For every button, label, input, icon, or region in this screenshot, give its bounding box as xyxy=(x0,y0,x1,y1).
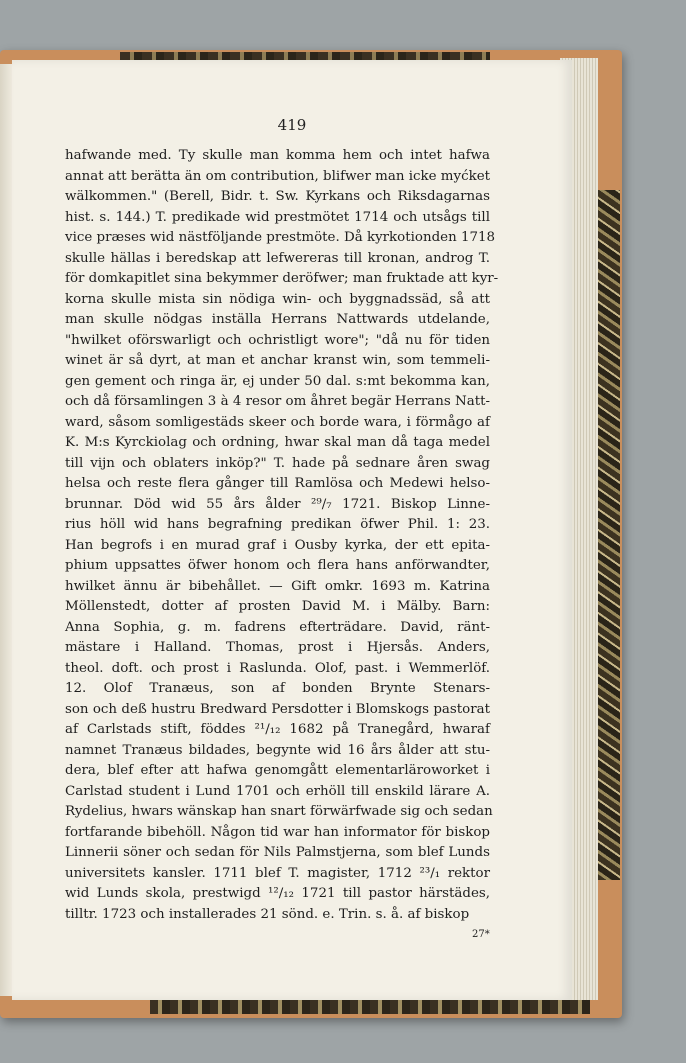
text-line: namnet Tranæus bildades, begynte wid 16 års ålder att stu- xyxy=(65,742,490,758)
text-line: till vijn och oblaters inköp?" T. hade på sednare åren swag xyxy=(65,455,490,471)
text-line: wid Lunds skola, prestwigd ¹²/₁₂ 1721 till pastor härstädes, xyxy=(65,886,490,901)
text-line: K. M:s Kyrckiolag och ordning, hwar skal man då taga medel xyxy=(65,435,490,450)
text-line: Linnerii söner och sedan för Nils Palmstjerna, som blef Lunds xyxy=(65,845,490,860)
page-number: 419 xyxy=(277,116,307,134)
text-line: annat att berätta än om contribution, blifwer man icke myćket xyxy=(65,168,490,184)
marbled-cover-right xyxy=(596,190,620,880)
text-line: winet är så dyrt, at man et anchar kranst win, som temmeli- xyxy=(65,353,490,368)
text-line: vice præses wid nästföljande prestmöte. Då kyrkotionden 1718 xyxy=(65,230,496,245)
text-line: Rydelius, hwars wänskap han snart förwärfwade sig och sedan xyxy=(65,804,493,819)
text-line: korna skulle mista sin nödiga win- och byggnadssäd, så att xyxy=(65,291,490,307)
text-line: gen gement och ringa är, ej under 50 dal. s:mt bekomma kan, xyxy=(65,373,490,389)
text-line: universitets kansler. 1711 blef T. magister, 1712 ²³/₁ rektor xyxy=(65,865,490,881)
text-line: wälkommen." (Berell, Bidr. t. Sw. Kyrkans och Riksdagarnas xyxy=(65,189,490,204)
text-line: son och deß hustru Bredward Persdotter i Blomskogs pastorat xyxy=(65,701,490,717)
text-line: fortfarande bibehöll. Någon tid war han informator för biskop xyxy=(65,824,490,840)
text-line: tilltr. 1723 och installerades 21 sönd. e. Trin. s. å. af biskop xyxy=(65,906,470,922)
text-line: 12. Olof Tranæus, son af bonden Brynte Stenars- xyxy=(65,681,490,696)
text-line: phium uppsattes öfwer honom och flera hans anförwandter, xyxy=(65,558,490,573)
text-line: skulle hällas i beredskap att lefwereras till kronan, androg T. xyxy=(65,250,490,266)
text-line: Möllenstedt, dotter af prosten David M. i Mälby. Barn: xyxy=(65,599,490,614)
book-page xyxy=(12,60,572,1000)
page-text xyxy=(65,146,499,925)
text-line: brunnar. Död wid 55 års ålder ²⁹/₇ 1721. Biskop Linne- xyxy=(65,496,490,512)
text-line: och då församlingen 3 à 4 resor om åhret begär Herrans Natt- xyxy=(65,394,490,409)
text-line: theol. doft. och prost i Raslunda. Olof, past. i Wemmerlöf. xyxy=(65,660,490,676)
text-line: Carlstad student i Lund 1701 och erhöll till enskild lärare A. xyxy=(65,783,490,799)
text-line: Anna Sophia, g. m. fadrens efterträdare. David, ränt- xyxy=(65,619,490,635)
signature-mark: 27* xyxy=(472,929,490,940)
text-line: hist. s. 144.) T. predikade wid prestmötet 1714 och utsågs till xyxy=(65,209,490,225)
text-line: rius höll wid hans begrafning predikan öfwer Phil. 1: 23. xyxy=(65,517,490,532)
text-line: Han begrofs i en murad graf i Ousby kyrka, der ett epita- xyxy=(65,537,490,553)
text-line: man skulle nödgas inställa Herrans Nattwards utdelande, xyxy=(65,312,490,327)
text-line: dera, blef efter att hafwa genomgått elementarläroworket i xyxy=(65,763,490,778)
text-line: för domkapitlet sina bekymmer deröfwer; man fruktade att kyr- xyxy=(65,271,499,286)
text-line: hwilket ännu är bibehållet. — Gift omkr. 1693 m. Katrina xyxy=(65,578,490,594)
text-line: helsa och reste flera gånger till Ramlösa och Medewi helso- xyxy=(65,476,490,491)
text-line: hafwande med. Ty skulle man komma hem och intet hafwa xyxy=(65,148,490,163)
text-line: mästare i Halland. Thomas, prost i Hjersås. Anders, xyxy=(65,640,490,655)
marbled-edge-bottom xyxy=(150,1000,590,1014)
text-line: af Carlstads stift, föddes ²¹/₁₂ 1682 på Tranegård, hwaraf xyxy=(65,722,490,737)
text-line: ward, såsom somligestäds skeer och borde wara, i förmågo af xyxy=(65,414,490,430)
text-line: "hwilket oförswarligt och ochristligt wore"; "då nu för tiden xyxy=(65,332,490,348)
